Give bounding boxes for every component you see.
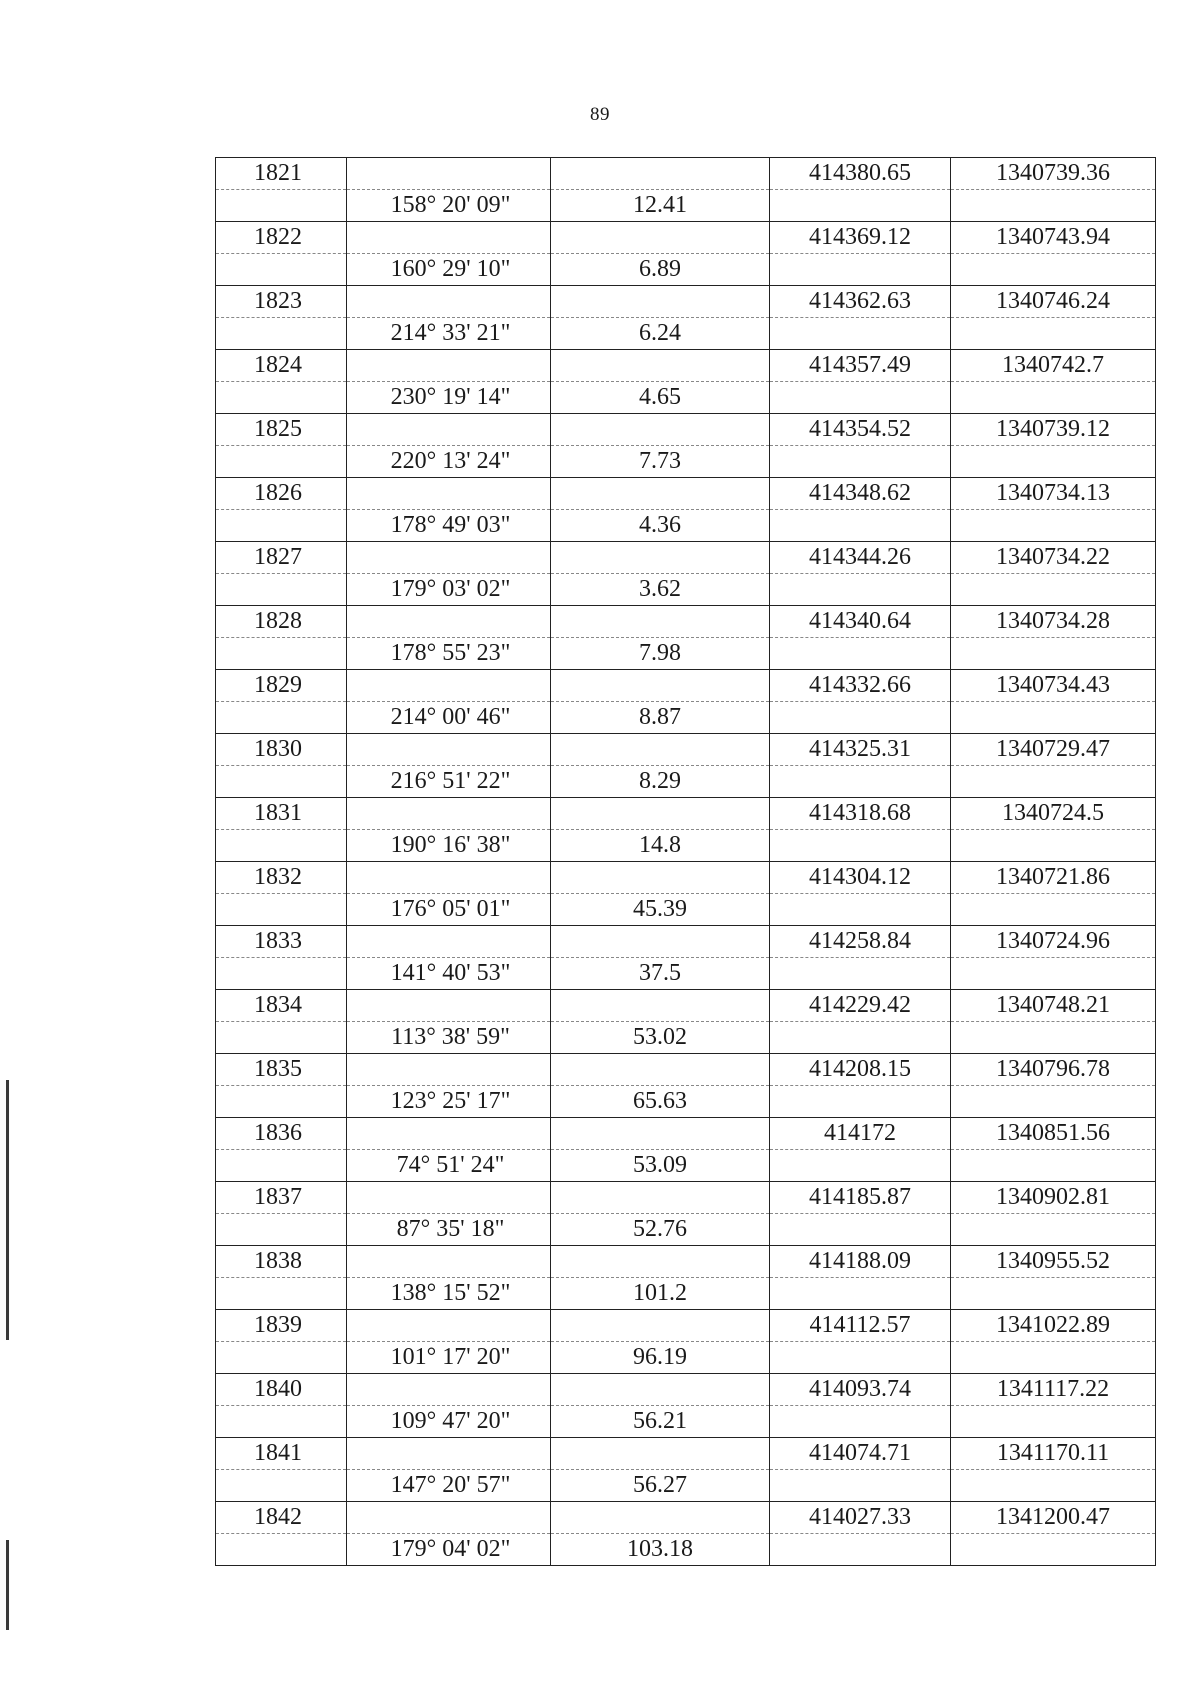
distance-cell: 96.19 [551,1342,770,1374]
point-id-cell: 1822 [216,222,347,254]
point-row [216,478,1156,510]
distance-cell: 14.8 [551,830,770,862]
empty-cell [551,670,770,702]
x-coordinate-cell: 414380.65 [770,158,951,190]
x-coordinate-cell: 414027.33 [770,1502,951,1534]
empty-cell [347,862,551,894]
point-row [216,1310,1156,1342]
empty-cell [551,1502,770,1534]
empty-cell [951,958,1156,990]
empty-cell [216,1534,347,1566]
scan-margin-mark [6,1540,9,1630]
point-row [216,734,1156,766]
y-coordinate-cell: 1340748.21 [951,990,1156,1022]
empty-cell [951,702,1156,734]
empty-cell [551,990,770,1022]
y-coordinate-cell: 1340739.12 [951,414,1156,446]
empty-cell [770,1150,951,1182]
x-coordinate-cell: 414354.52 [770,414,951,446]
empty-cell [951,190,1156,222]
bearing-cell: 220° 13' 24" [347,446,551,478]
empty-cell [216,1342,347,1374]
empty-cell [347,1438,551,1470]
segment-row [216,318,1156,350]
bearing-cell: 214° 00' 46" [347,702,551,734]
x-coordinate-cell: 414112.57 [770,1310,951,1342]
empty-cell [770,574,951,606]
point-row [216,1118,1156,1150]
segment-row [216,382,1156,414]
empty-cell [770,446,951,478]
point-id-cell: 1837 [216,1182,347,1214]
bearing-cell: 179° 03' 02" [347,574,551,606]
distance-cell: 103.18 [551,1534,770,1566]
point-row [216,798,1156,830]
empty-cell [347,1502,551,1534]
empty-cell [770,1470,951,1502]
point-row [216,926,1156,958]
empty-cell [770,1406,951,1438]
y-coordinate-cell: 1340734.28 [951,606,1156,638]
empty-cell [951,574,1156,606]
empty-cell [770,190,951,222]
segment-row [216,1214,1156,1246]
point-id-cell: 1842 [216,1502,347,1534]
point-row [216,1438,1156,1470]
empty-cell [770,510,951,542]
empty-cell [347,158,551,190]
point-id-cell: 1821 [216,158,347,190]
point-row [216,542,1156,574]
distance-cell: 56.21 [551,1406,770,1438]
empty-cell [551,1118,770,1150]
empty-cell [770,382,951,414]
point-row [216,1502,1156,1534]
point-row [216,222,1156,254]
y-coordinate-cell: 1340729.47 [951,734,1156,766]
x-coordinate-cell: 414074.71 [770,1438,951,1470]
empty-cell [216,1470,347,1502]
bearing-cell: 178° 49' 03" [347,510,551,542]
bearing-cell: 138° 15' 52" [347,1278,551,1310]
point-row [216,990,1156,1022]
point-row [216,606,1156,638]
empty-cell [551,542,770,574]
y-coordinate-cell: 1340724.5 [951,798,1156,830]
bearing-cell: 190° 16' 38" [347,830,551,862]
segment-row [216,574,1156,606]
point-id-cell: 1839 [216,1310,347,1342]
empty-cell [770,1534,951,1566]
empty-cell [216,510,347,542]
point-id-cell: 1833 [216,926,347,958]
empty-cell [951,1470,1156,1502]
empty-cell [770,1022,951,1054]
bearing-cell: 214° 33' 21" [347,318,551,350]
point-id-cell: 1841 [216,1438,347,1470]
y-coordinate-cell: 1341117.22 [951,1374,1156,1406]
y-coordinate-cell: 1340734.13 [951,478,1156,510]
y-coordinate-cell: 1340721.86 [951,862,1156,894]
point-id-cell: 1840 [216,1374,347,1406]
empty-cell [951,254,1156,286]
empty-cell [551,158,770,190]
empty-cell [347,734,551,766]
y-coordinate-cell: 1340743.94 [951,222,1156,254]
empty-cell [551,222,770,254]
x-coordinate-cell: 414340.64 [770,606,951,638]
x-coordinate-cell: 414332.66 [770,670,951,702]
empty-cell [216,830,347,862]
empty-cell [347,798,551,830]
empty-cell [216,1022,347,1054]
y-coordinate-cell: 1340902.81 [951,1182,1156,1214]
empty-cell [770,1278,951,1310]
distance-cell: 56.27 [551,1470,770,1502]
y-coordinate-cell: 1340739.36 [951,158,1156,190]
empty-cell [951,766,1156,798]
y-coordinate-cell: 1340746.24 [951,286,1156,318]
bearing-cell: 113° 38' 59" [347,1022,551,1054]
empty-cell [216,254,347,286]
x-coordinate-cell: 414369.12 [770,222,951,254]
empty-cell [216,1406,347,1438]
empty-cell [951,318,1156,350]
empty-cell [216,382,347,414]
x-coordinate-cell: 414258.84 [770,926,951,958]
x-coordinate-cell: 414318.68 [770,798,951,830]
distance-cell: 4.36 [551,510,770,542]
empty-cell [951,510,1156,542]
x-coordinate-cell: 414344.26 [770,542,951,574]
segment-row [216,254,1156,286]
segment-row [216,1086,1156,1118]
distance-cell: 53.09 [551,1150,770,1182]
x-coordinate-cell: 414348.62 [770,478,951,510]
point-row [216,670,1156,702]
empty-cell [347,222,551,254]
point-row [216,1054,1156,1086]
distance-cell: 3.62 [551,574,770,606]
empty-cell [551,926,770,958]
segment-row [216,510,1156,542]
empty-cell [347,478,551,510]
point-id-cell: 1829 [216,670,347,702]
empty-cell [770,958,951,990]
empty-cell [347,606,551,638]
empty-cell [347,926,551,958]
distance-cell: 6.24 [551,318,770,350]
empty-cell [347,414,551,446]
distance-cell: 53.02 [551,1022,770,1054]
distance-cell: 8.29 [551,766,770,798]
bearing-cell: 216° 51' 22" [347,766,551,798]
bearing-cell: 109° 47' 20" [347,1406,551,1438]
x-coordinate-cell: 414325.31 [770,734,951,766]
empty-cell [551,414,770,446]
empty-cell [551,798,770,830]
y-coordinate-cell: 1340955.52 [951,1246,1156,1278]
point-id-cell: 1831 [216,798,347,830]
point-row [216,414,1156,446]
empty-cell [551,734,770,766]
distance-cell: 8.87 [551,702,770,734]
point-id-cell: 1832 [216,862,347,894]
empty-cell [951,638,1156,670]
point-id-cell: 1838 [216,1246,347,1278]
point-row [216,1246,1156,1278]
bearing-cell: 74° 51' 24" [347,1150,551,1182]
distance-cell: 4.65 [551,382,770,414]
distance-cell: 7.98 [551,638,770,670]
empty-cell [551,1438,770,1470]
empty-cell [551,1182,770,1214]
empty-cell [770,1214,951,1246]
segment-row [216,1534,1156,1566]
empty-cell [770,1342,951,1374]
empty-cell [216,1278,347,1310]
y-coordinate-cell: 1340734.22 [951,542,1156,574]
coordinate-table [215,157,1156,1566]
empty-cell [951,1086,1156,1118]
distance-cell: 65.63 [551,1086,770,1118]
empty-cell [770,638,951,670]
empty-cell [347,990,551,1022]
empty-cell [770,766,951,798]
x-coordinate-cell: 414188.09 [770,1246,951,1278]
empty-cell [347,350,551,382]
point-row [216,1182,1156,1214]
y-coordinate-cell: 1341170.11 [951,1438,1156,1470]
bearing-cell: 179° 04' 02" [347,1534,551,1566]
page-number: 89 [590,104,610,125]
table-body [216,158,1156,1566]
empty-cell [347,1182,551,1214]
x-coordinate-cell: 414304.12 [770,862,951,894]
empty-cell [770,702,951,734]
segment-row [216,702,1156,734]
point-row [216,862,1156,894]
empty-cell [951,1406,1156,1438]
empty-cell [770,254,951,286]
empty-cell [216,638,347,670]
bearing-cell: 158° 20' 09" [347,190,551,222]
empty-cell [551,1054,770,1086]
point-id-cell: 1823 [216,286,347,318]
empty-cell [951,1150,1156,1182]
y-coordinate-cell: 1340724.96 [951,926,1156,958]
point-id-cell: 1836 [216,1118,347,1150]
point-id-cell: 1834 [216,990,347,1022]
distance-cell: 7.73 [551,446,770,478]
x-coordinate-cell: 414208.15 [770,1054,951,1086]
empty-cell [347,670,551,702]
segment-row [216,446,1156,478]
empty-cell [551,286,770,318]
point-row [216,1374,1156,1406]
empty-cell [770,1086,951,1118]
point-id-cell: 1824 [216,350,347,382]
distance-cell: 37.5 [551,958,770,990]
empty-cell [951,382,1156,414]
distance-cell: 6.89 [551,254,770,286]
segment-row [216,1406,1156,1438]
segment-row [216,766,1156,798]
segment-row [216,958,1156,990]
y-coordinate-cell: 1341200.47 [951,1502,1156,1534]
empty-cell [551,478,770,510]
bearing-cell: 230° 19' 14" [347,382,551,414]
empty-cell [551,1246,770,1278]
x-coordinate-cell: 414172 [770,1118,951,1150]
empty-cell [951,1278,1156,1310]
empty-cell [216,574,347,606]
x-coordinate-cell: 414357.49 [770,350,951,382]
empty-cell [347,1310,551,1342]
empty-cell [216,766,347,798]
distance-cell: 12.41 [551,190,770,222]
segment-row [216,638,1156,670]
empty-cell [951,1022,1156,1054]
point-row [216,350,1156,382]
point-id-cell: 1825 [216,414,347,446]
point-id-cell: 1828 [216,606,347,638]
empty-cell [216,318,347,350]
y-coordinate-cell: 1340742.7 [951,350,1156,382]
empty-cell [951,1214,1156,1246]
empty-cell [347,1246,551,1278]
point-id-cell: 1835 [216,1054,347,1086]
empty-cell [551,862,770,894]
segment-row [216,830,1156,862]
bearing-cell: 176° 05' 01" [347,894,551,926]
distance-cell: 101.2 [551,1278,770,1310]
empty-cell [216,1214,347,1246]
empty-cell [951,830,1156,862]
empty-cell [951,1342,1156,1374]
distance-cell: 52.76 [551,1214,770,1246]
empty-cell [551,606,770,638]
bearing-cell: 101° 17' 20" [347,1342,551,1374]
empty-cell [216,702,347,734]
empty-cell [216,446,347,478]
point-row [216,286,1156,318]
point-id-cell: 1830 [216,734,347,766]
point-row [216,158,1156,190]
empty-cell [951,1534,1156,1566]
y-coordinate-cell: 1341022.89 [951,1310,1156,1342]
segment-row [216,1150,1156,1182]
segment-row [216,894,1156,926]
empty-cell [347,1374,551,1406]
empty-cell [951,446,1156,478]
empty-cell [347,1118,551,1150]
empty-cell [216,1086,347,1118]
empty-cell [216,190,347,222]
bearing-cell: 123° 25' 17" [347,1086,551,1118]
empty-cell [770,894,951,926]
bearing-cell: 160° 29' 10" [347,254,551,286]
empty-cell [216,894,347,926]
y-coordinate-cell: 1340734.43 [951,670,1156,702]
empty-cell [551,1310,770,1342]
y-coordinate-cell: 1340796.78 [951,1054,1156,1086]
point-id-cell: 1827 [216,542,347,574]
bearing-cell: 178° 55' 23" [347,638,551,670]
empty-cell [347,286,551,318]
bearing-cell: 87° 35' 18" [347,1214,551,1246]
point-id-cell: 1826 [216,478,347,510]
bearing-cell: 147° 20' 57" [347,1470,551,1502]
empty-cell [347,1054,551,1086]
empty-cell [951,894,1156,926]
empty-cell [551,350,770,382]
x-coordinate-cell: 414093.74 [770,1374,951,1406]
scan-margin-mark [6,1080,9,1340]
x-coordinate-cell: 414229.42 [770,990,951,1022]
bearing-cell: 141° 40' 53" [347,958,551,990]
empty-cell [347,542,551,574]
empty-cell [551,1374,770,1406]
empty-cell [216,958,347,990]
x-coordinate-cell: 414362.63 [770,286,951,318]
segment-row [216,190,1156,222]
segment-row [216,1342,1156,1374]
y-coordinate-cell: 1340851.56 [951,1118,1156,1150]
x-coordinate-cell: 414185.87 [770,1182,951,1214]
segment-row [216,1022,1156,1054]
empty-cell [770,318,951,350]
empty-cell [770,830,951,862]
segment-row [216,1470,1156,1502]
segment-row [216,1278,1156,1310]
empty-cell [216,1150,347,1182]
distance-cell: 45.39 [551,894,770,926]
